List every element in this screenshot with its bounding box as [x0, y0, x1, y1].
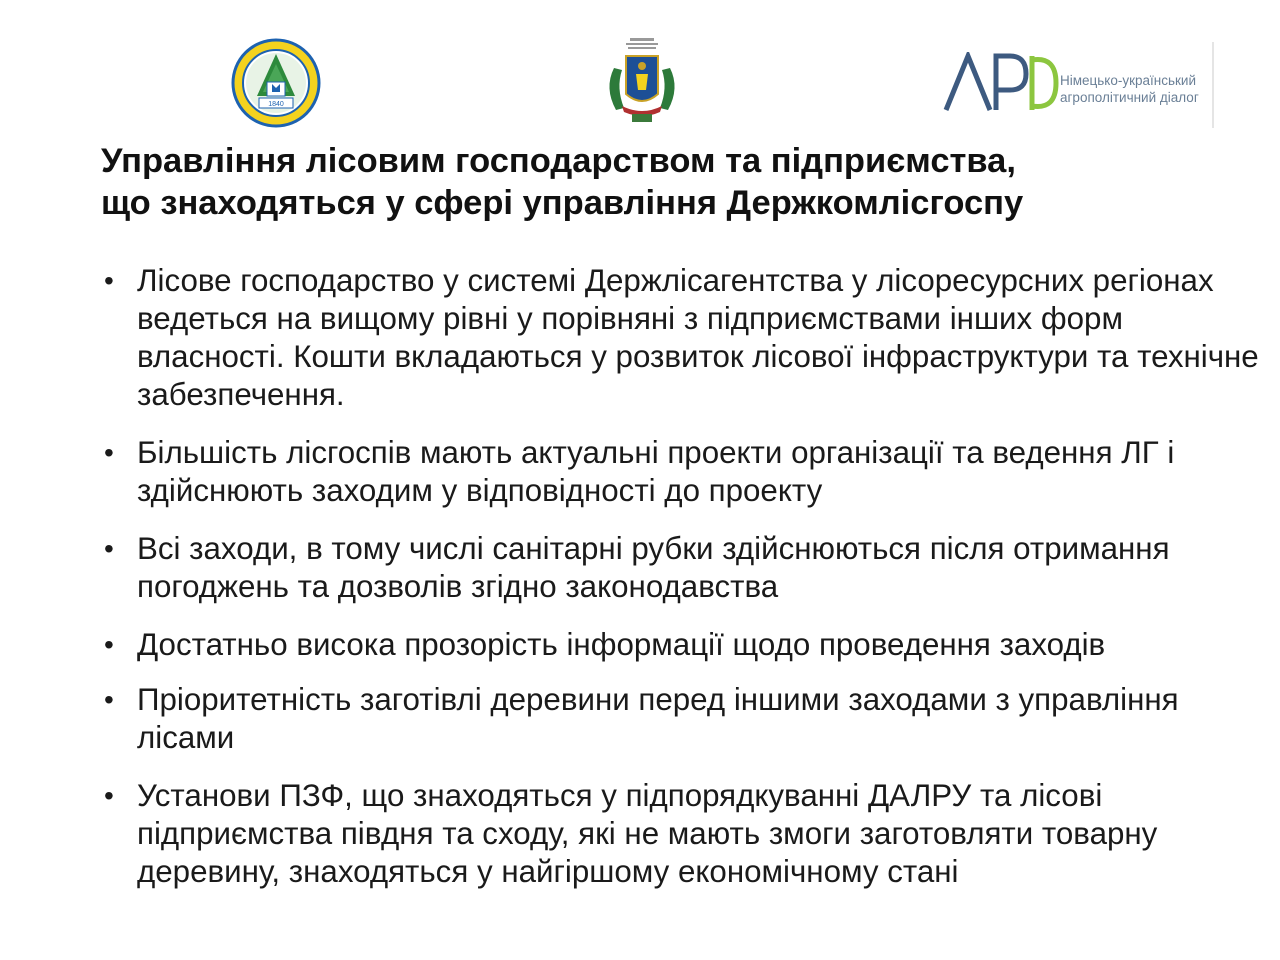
list-item: [100, 777, 1260, 891]
forestry-academy-emblem-icon: [229, 38, 323, 128]
bullet-dot: •: [104, 265, 114, 296]
apd-logo: [940, 52, 1216, 118]
bullet-text: Більшість лісгоспів мають актуальні проекти організації та ведення ЛГ і здійснюють заходим у відповідності до проекту: [137, 435, 1175, 508]
bullet-dot: •: [104, 629, 114, 660]
bullet-text: Лісове господарство у системі Держлісагентства у лісоресурсних регіонах ведеться на вищому рівні у порівняні з підприємствами інших форм власності. Кошти вкладаються у розвиток лісової інфраструктури та технічне забезпечення.: [137, 263, 1259, 412]
bullet-list: [100, 262, 1260, 911]
title-line-1: Управління лісовим господарством та підприємства,: [101, 142, 1016, 180]
bullet-dot: •: [104, 533, 114, 564]
bullet-text: Всі заходи, в тому числі санітарні рубки здійснюються після отримання погоджень та дозволів згідно законодавства: [137, 531, 1170, 604]
page-title: [101, 140, 1221, 224]
apd-text-line2: агрополітичний діалог: [1060, 90, 1199, 105]
list-item: [100, 530, 1260, 606]
title-line-2: що знаходяться у сфері управління Держкомлісгоспу: [101, 184, 1024, 222]
bullet-dot: •: [104, 437, 114, 468]
bullet-text: Достатньо висока прозорість інформації щодо проведення заходів: [137, 627, 1106, 662]
bullet-text: Пріоритетність заготівлі деревини перед іншими заходами з управління лісами: [137, 682, 1179, 755]
list-item: [100, 262, 1260, 414]
list-item: [100, 626, 1260, 664]
bullet-dot: •: [104, 780, 114, 811]
state-coat-of-arms-icon: [602, 38, 682, 126]
svg-text:1840: 1840: [268, 101, 284, 108]
apd-text-line1: Німецько-український: [1060, 73, 1197, 88]
bullet-dot: •: [104, 684, 114, 715]
list-item: [100, 434, 1260, 510]
bullet-text: Установи ПЗФ, що знаходяться у підпорядкуванні ДАЛРУ та лісові підприємства півдня та сходу, які не мають змоги заготовляти товарну деревину, знаходяться у найгіршому економічному стані: [137, 778, 1158, 889]
list-item: [100, 681, 1260, 757]
